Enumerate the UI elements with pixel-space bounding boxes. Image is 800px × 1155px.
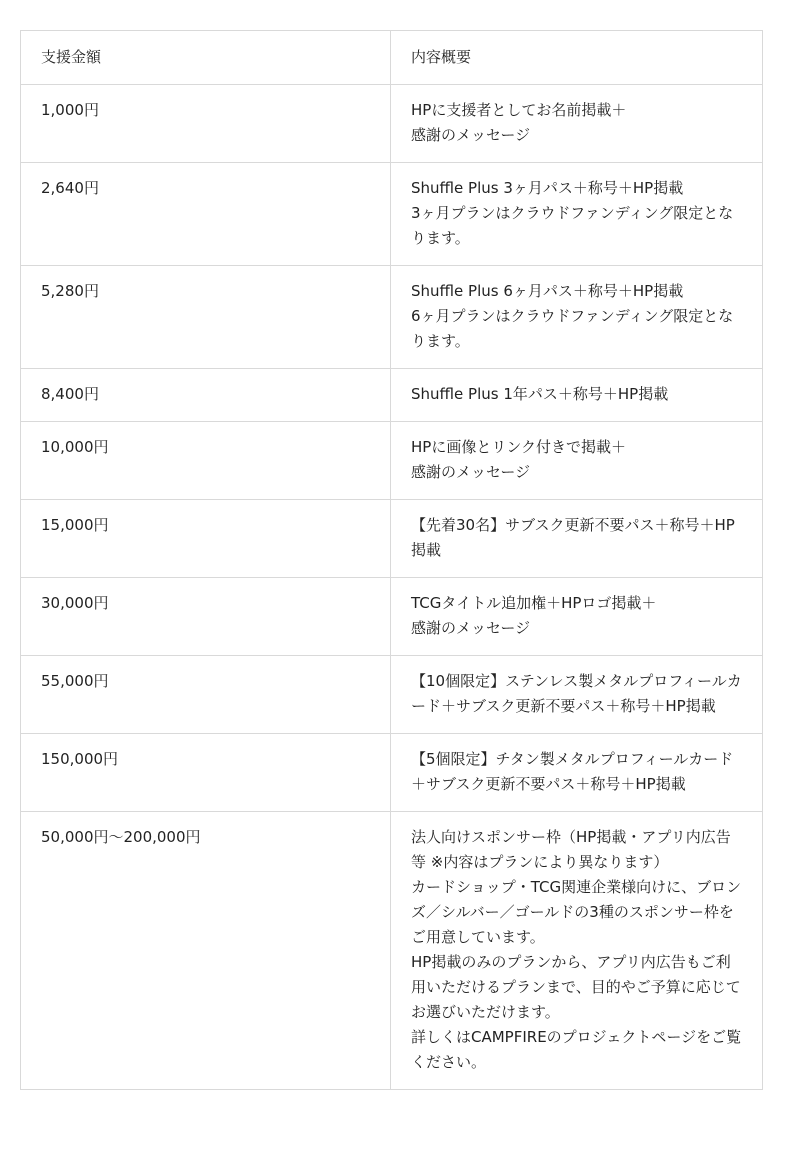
table-row bbox=[21, 656, 763, 734]
description-cell: TCGタイトル追加権＋HPロゴ掲載＋ 感謝のメッセージ bbox=[391, 578, 763, 656]
amount-cell: 30,000円 bbox=[21, 578, 391, 656]
amount-cell: 55,000円 bbox=[21, 656, 391, 734]
description-cell: 【5個限定】チタン製メタルプロフィールカード＋サブスク更新不要パス＋称号＋HP掲載 bbox=[391, 734, 763, 812]
header-amount: 支援金額 bbox=[21, 31, 391, 85]
amount-cell: 8,400円 bbox=[21, 369, 391, 422]
table-row bbox=[21, 500, 763, 578]
amount-cell: 15,000円 bbox=[21, 500, 391, 578]
support-plan-table bbox=[20, 30, 763, 1090]
description-cell: 【先着30名】サブスク更新不要パス＋称号＋HP掲載 bbox=[391, 500, 763, 578]
description-cell: 法人向けスポンサー枠（HP掲載・アプリ内広告等 ※内容はプランにより異なります） カードショップ・TCG関連企業様向けに、ブロンズ／シルバー／ゴールドの3種のスポンサー枠をご用意しています。 HP掲載のみのプランから、アプリ内広告もご利用いただけるプランまで、目的やご予算に応じてお選びいただけます。 詳しくはCAMPFIREのプロジェクトページをご覧ください。 bbox=[391, 812, 763, 1090]
description-cell: HPに支援者としてお名前掲載＋ 感謝のメッセージ bbox=[391, 85, 763, 163]
table-row bbox=[21, 163, 763, 266]
table-row bbox=[21, 734, 763, 812]
header-description: 内容概要 bbox=[391, 31, 763, 85]
table-row bbox=[21, 369, 763, 422]
table-row bbox=[21, 422, 763, 500]
support-plan-table-container bbox=[20, 30, 762, 1090]
description-cell: Shuffle Plus 1年パス＋称号＋HP掲載 bbox=[391, 369, 763, 422]
table-row bbox=[21, 812, 763, 1090]
amount-cell: 50,000円〜200,000円 bbox=[21, 812, 391, 1090]
amount-cell: 150,000円 bbox=[21, 734, 391, 812]
description-cell: Shuffle Plus 3ヶ月パス＋称号＋HP掲載 3ヶ月プランはクラウドファンディング限定となります。 bbox=[391, 163, 763, 266]
table-header-row bbox=[21, 31, 763, 85]
description-cell: Shuffle Plus 6ヶ月パス＋称号＋HP掲載 6ヶ月プランはクラウドファンディング限定となります。 bbox=[391, 266, 763, 369]
table-row bbox=[21, 578, 763, 656]
amount-cell: 2,640円 bbox=[21, 163, 391, 266]
amount-cell: 10,000円 bbox=[21, 422, 391, 500]
table-row bbox=[21, 266, 763, 369]
amount-cell: 5,280円 bbox=[21, 266, 391, 369]
description-cell: 【10個限定】ステンレス製メタルプロフィールカード＋サブスク更新不要パス＋称号＋HP掲載 bbox=[391, 656, 763, 734]
table-row bbox=[21, 85, 763, 163]
amount-cell: 1,000円 bbox=[21, 85, 391, 163]
description-cell: HPに画像とリンク付きで掲載＋ 感謝のメッセージ bbox=[391, 422, 763, 500]
